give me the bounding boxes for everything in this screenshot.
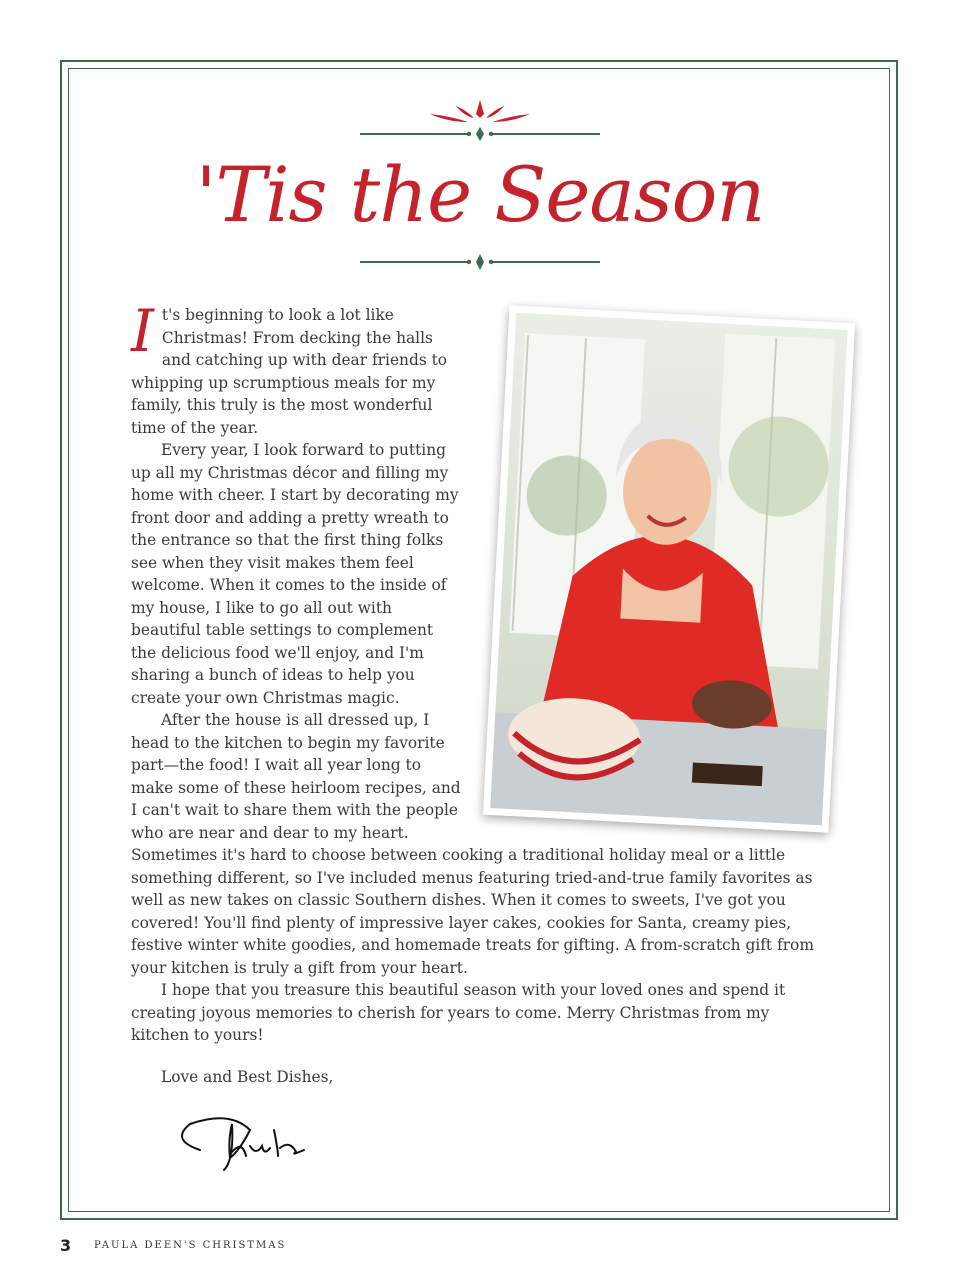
paragraph-4: I hope that you treasure this beautiful season with your loved ones and spend it creating joyous memories to cherish for years to come. Merry Christmas from my kitchen to yours! — [131, 981, 786, 1044]
ornament-bottom — [360, 252, 600, 272]
signature — [170, 1100, 320, 1180]
paragraph-1-text: t's beginning to look a lot like Christmas! From decking the halls and catching up with dear friends to whipping up scrumptious meals for my family, this truly is the most wonderful time of the year. — [131, 306, 448, 437]
author-photo-image — [490, 313, 848, 826]
paragraph-3: After the house is all dressed up, I head to the kitchen to begin my favorite part—the food! I wait all year long to make some of these heirloom recipes, and I can't wait to share them with the people who are near and dear to my heart. Sometimes it's hard to choose between cooking a traditional holiday meal or a little something different, so I've included menus featuring tried-and-true family favorites as well as new takes on classic Southern dishes. When it comes to sweets, I've got you covered! You'll find plenty of impressive layer cakes, cookies for Santa, creamy pies, festive winter white goodies, and homemade treats for gifting. A from-scratch gift from your kitchen is truly a gift from your heart. — [131, 711, 814, 977]
paragraph-2: Every year, I look forward to putting up all my Christmas décor and filling my home with cheer. I start by decorating my front door and adding a pretty wreath to the entrance so that the first thing folks see when they visit makes them feel welcome. When it comes to the inside of my house, I like to go all out with beautiful table settings to complement the delicious food we'll enjoy, and I'm sharing a bunch of ideas to help you create your own Christmas magic. — [131, 441, 459, 707]
ornament-top — [360, 96, 600, 142]
author-photo — [483, 305, 855, 832]
page-title: 'Tis the Season — [195, 150, 765, 239]
page-number: 3 — [60, 1236, 72, 1255]
running-head: PAULA DEEN'S CHRISTMAS — [94, 1240, 287, 1251]
closing-line: Love and Best Dishes, — [161, 1068, 334, 1086]
drop-cap: I — [131, 297, 154, 365]
